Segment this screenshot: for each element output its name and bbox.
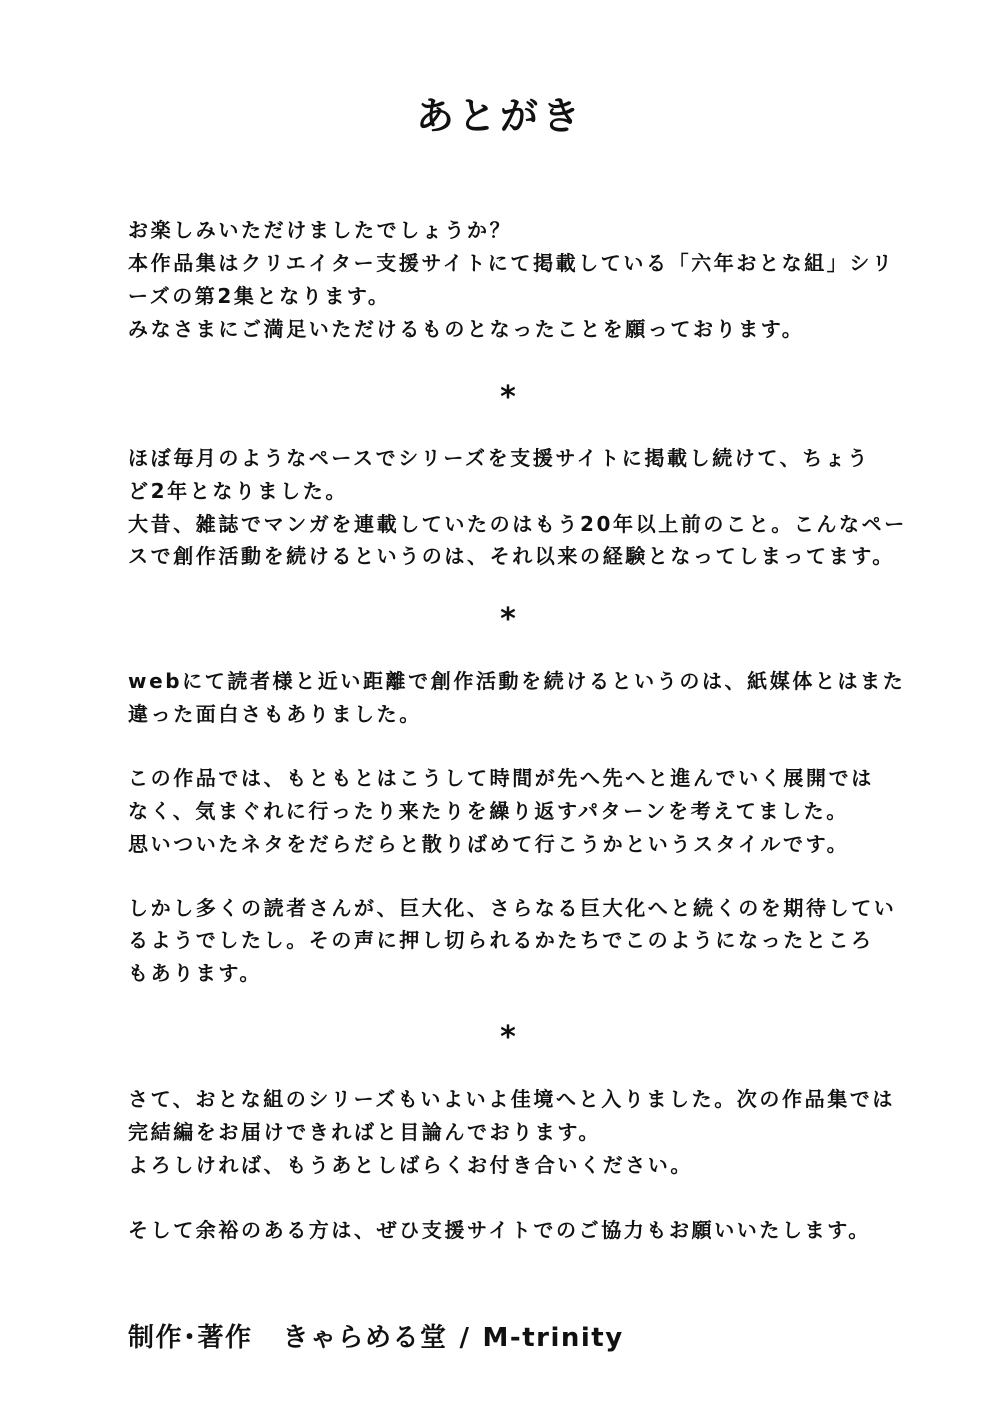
text-line: webにて読者様と近い距離で創作活動を続けるというのは、紙媒体とはまた [128, 669, 906, 693]
text-line: さて、おとな組のシリーズもいよいよ佳境へと入りました。次の作品集では [128, 1087, 895, 1111]
credit-label: 制作･著作 [128, 1323, 253, 1353]
text-line: この作品では、もともとはこうして時間が先へ先へと進んでいく展開では [128, 766, 874, 790]
text-line: お楽しみいただけましたでしょうか？ [128, 218, 513, 242]
text-line: スで創作活動を続けるというのは、それ以来の経験となってしまってます。 [128, 544, 895, 568]
section-separator: * [500, 1020, 516, 1055]
text-line: なく、気まぐれに行ったり来たりを繰り返すパターンを考えてました。 [128, 799, 849, 823]
credit-studio: きゃらめる堂 [282, 1323, 448, 1353]
text-line: みなさまにご満足いただけるものとなったことを願っております。 [128, 317, 805, 341]
text-line: そして余裕のある方は、ぜひ支援サイトでのご協力もお願いいたします。 [128, 1218, 871, 1242]
text-line: 本作品集はクリエイター支援サイトにて掲載している「六年おとな組」シリ [128, 251, 895, 275]
text-line: しかし多くの読者さんが、巨大化、さらなる巨大化へと続くのを期待してい [128, 896, 897, 920]
credit-team: M-trinity [482, 1323, 624, 1353]
text-line: よろしければ、もうあとしばらくお付き合いください。 [128, 1153, 693, 1177]
text-line: 大昔、雑誌でマンガを連載していたのはもう20年以上前のこと。こんなペー [128, 512, 907, 536]
page-title: あとがき [415, 94, 584, 138]
section-separator: * [500, 602, 516, 637]
text-line: ーズの第2集となります。 [128, 284, 391, 308]
text-line: るようでしたし。その声に押し切られるかたちでこのようになったところ [128, 928, 874, 952]
text-line: 完結編をお届けできればと目論んでおります。 [128, 1120, 601, 1144]
text-line: もあります。 [128, 961, 262, 985]
text-line: ど2年となりました。 [128, 479, 348, 503]
text-line: 違った面白さもありました。 [128, 702, 422, 726]
credit-slash: / [459, 1323, 471, 1353]
credit-line [128, 1318, 624, 1358]
text-line: ほぼ毎月のようなペースでシリーズを支援サイトに掲載し続けて、ちょう [128, 446, 870, 470]
text-line: 思いついたネタをだらだらと散りばめて行こうかというスタイルです。 [128, 832, 850, 856]
section-separator: * [500, 380, 516, 415]
